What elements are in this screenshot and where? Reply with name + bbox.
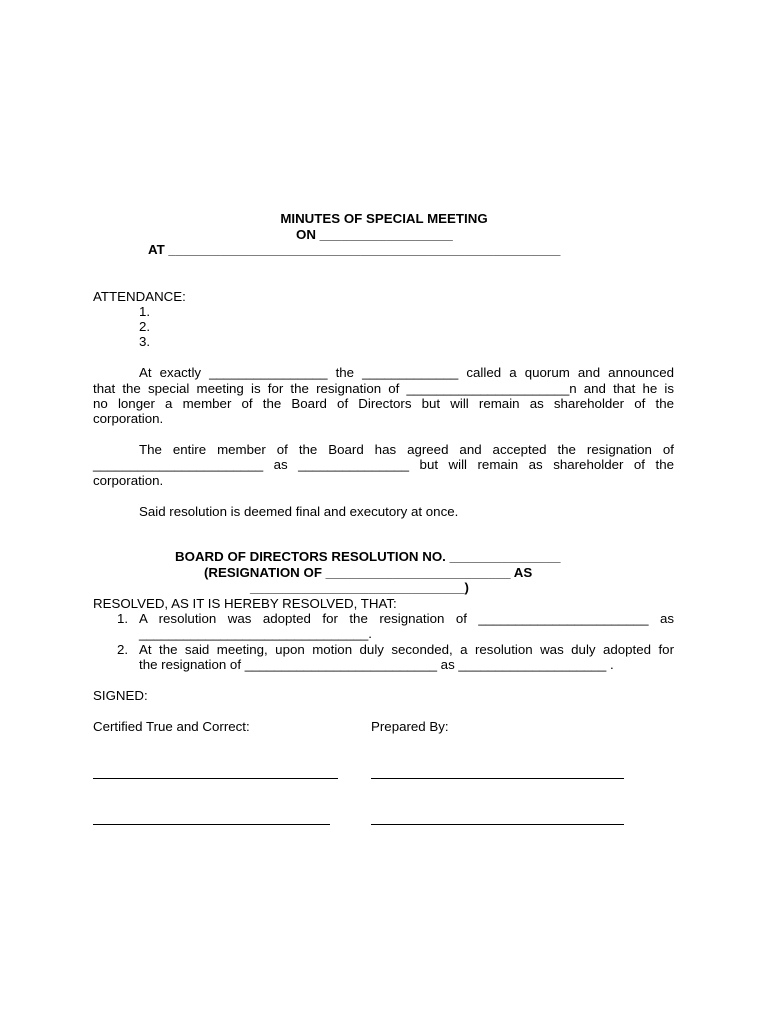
finality-paragraph: Said resolution is deemed final and executory at once. [139,504,459,519]
quorum-paragraph-text: At exactly ________________ the _____________ called a quorum and announced [139,365,674,380]
certified-label: Certified True and Correct: [93,719,250,734]
quorum-paragraph-text: corporation. [93,411,164,426]
resolution-item-2-line-1 [139,642,674,658]
quorum-paragraph-text: that the special meeting is for the resignation of ______________________n and that he is [93,381,674,396]
signature-line[interactable] [93,778,338,779]
resolution-item-text: the resignation of __________________________ as ____________________ . [139,657,614,672]
document-title: MINUTES OF SPECIAL MEETING [280,211,488,226]
quorum-paragraph-line-1 [139,365,674,381]
resolved-clause: RESOLVED, AS IT IS HEREBY RESOLVED, THAT: [93,596,397,611]
signature-line[interactable] [371,824,624,825]
acceptance-paragraph-text: The entire member of the Board has agreed and accepted the resignation of [139,442,674,457]
acceptance-paragraph-line-1 [139,442,674,458]
quorum-paragraph-text: no longer a member of the Board of Directors but will remain as shareholder of the [93,396,674,411]
attendance-item: 2. [139,319,151,334]
resolution-item-1-line-1 [139,611,674,627]
meeting-date-line: ON __________________ [296,227,453,242]
acceptance-paragraph-line-2 [93,457,674,473]
resolution-item-text: _______________________________. [139,626,372,641]
quorum-paragraph-line-3 [93,396,674,412]
resolution-item-text: A resolution was adopted for the resignation of _______________________ as [139,611,674,626]
resignation-closing-line: _____________________________) [250,580,469,595]
acceptance-paragraph-text: corporation. [93,473,164,488]
attendance-item: 3. [139,334,151,349]
signature-line[interactable] [371,778,624,779]
meeting-location-line: AT _____________________________________________________ [148,242,561,257]
attendance-item: 1. [139,304,151,319]
quorum-paragraph-line-2 [93,381,674,397]
resolution-item-number: 1. [117,611,129,626]
resolution-item-text: At the said meeting, upon motion duly seconded, a resolution was duly adopted for [139,642,674,657]
acceptance-paragraph-text: _______________________ as _______________ but will remain as shareholder of the [93,457,674,472]
prepared-by-label: Prepared By: [371,719,449,734]
attendance-label: ATTENDANCE: [93,289,186,304]
resolution-heading: BOARD OF DIRECTORS RESOLUTION NO. _______________ [175,549,561,564]
signed-label: SIGNED: [93,688,148,703]
resolution-item-number: 2. [117,642,129,657]
resignation-line: (RESIGNATION OF _________________________ AS [204,565,533,580]
signature-line[interactable] [93,824,330,825]
